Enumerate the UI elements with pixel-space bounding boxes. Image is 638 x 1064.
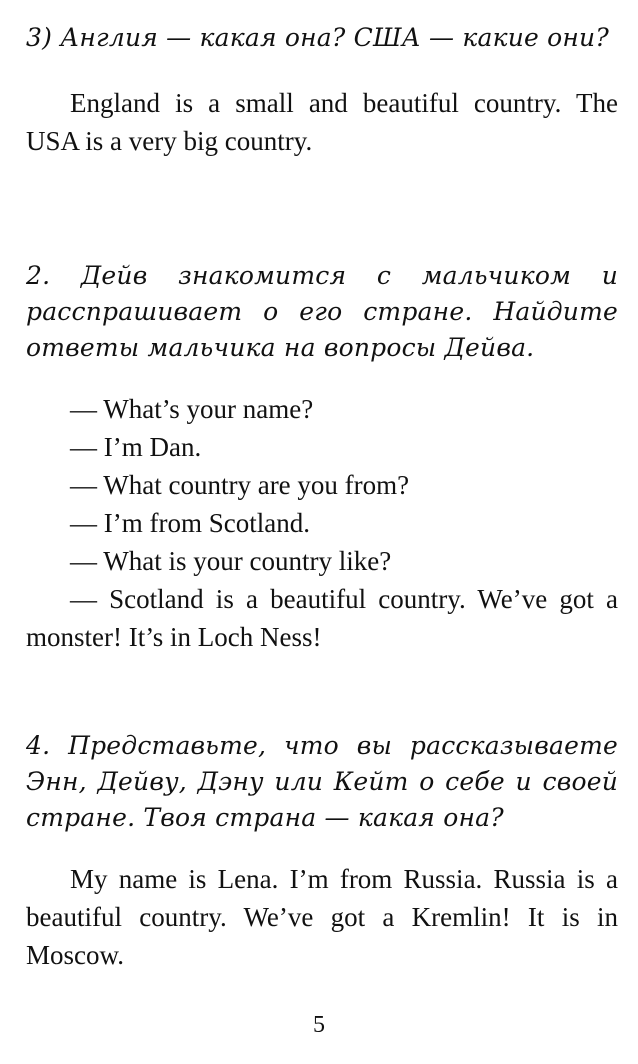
dialogue-line: — Scotland is a beautiful country. We’ve got a monster! It’s in Loch Ness!: [26, 584, 618, 652]
exercise-3-answer: England is a small and beautiful country. The USA is a very big country.: [26, 88, 618, 156]
exercise-4-section: [26, 728, 618, 974]
dialogue: [26, 390, 618, 656]
dialogue-line: — I’m from Scotland.: [70, 508, 310, 538]
exercise-2-section: [26, 258, 618, 656]
exercise-4-answer: My name is Lena. I’m from Russia. Russia is a beautiful country. We’ve got a Kremlin! It is in Moscow.: [26, 864, 618, 970]
exercise-3-task: 3) Англия — какая она? США — какие они?: [26, 23, 609, 52]
exercise-2-task: 2. Дейв знакомится с мальчиком и расспрашивает о его стране. Найдите ответы мальчика на вопросы Дейва.: [26, 261, 618, 362]
dialogue-line: — What is your country like?: [70, 546, 392, 576]
exercise-3-section: [26, 20, 618, 160]
dialogue-line: — What’s your name?: [70, 394, 314, 424]
exercise-4-task: 4. Представьте, что вы рассказываете Энн, Дейву, Дэну или Кейт о себе и своей стране. Твоя страна — какая она?: [26, 731, 618, 832]
dialogue-line: — What country are you from?: [70, 470, 410, 500]
dialogue-line: — I’m Dan.: [70, 432, 202, 462]
page-number: 5: [313, 1012, 325, 1038]
